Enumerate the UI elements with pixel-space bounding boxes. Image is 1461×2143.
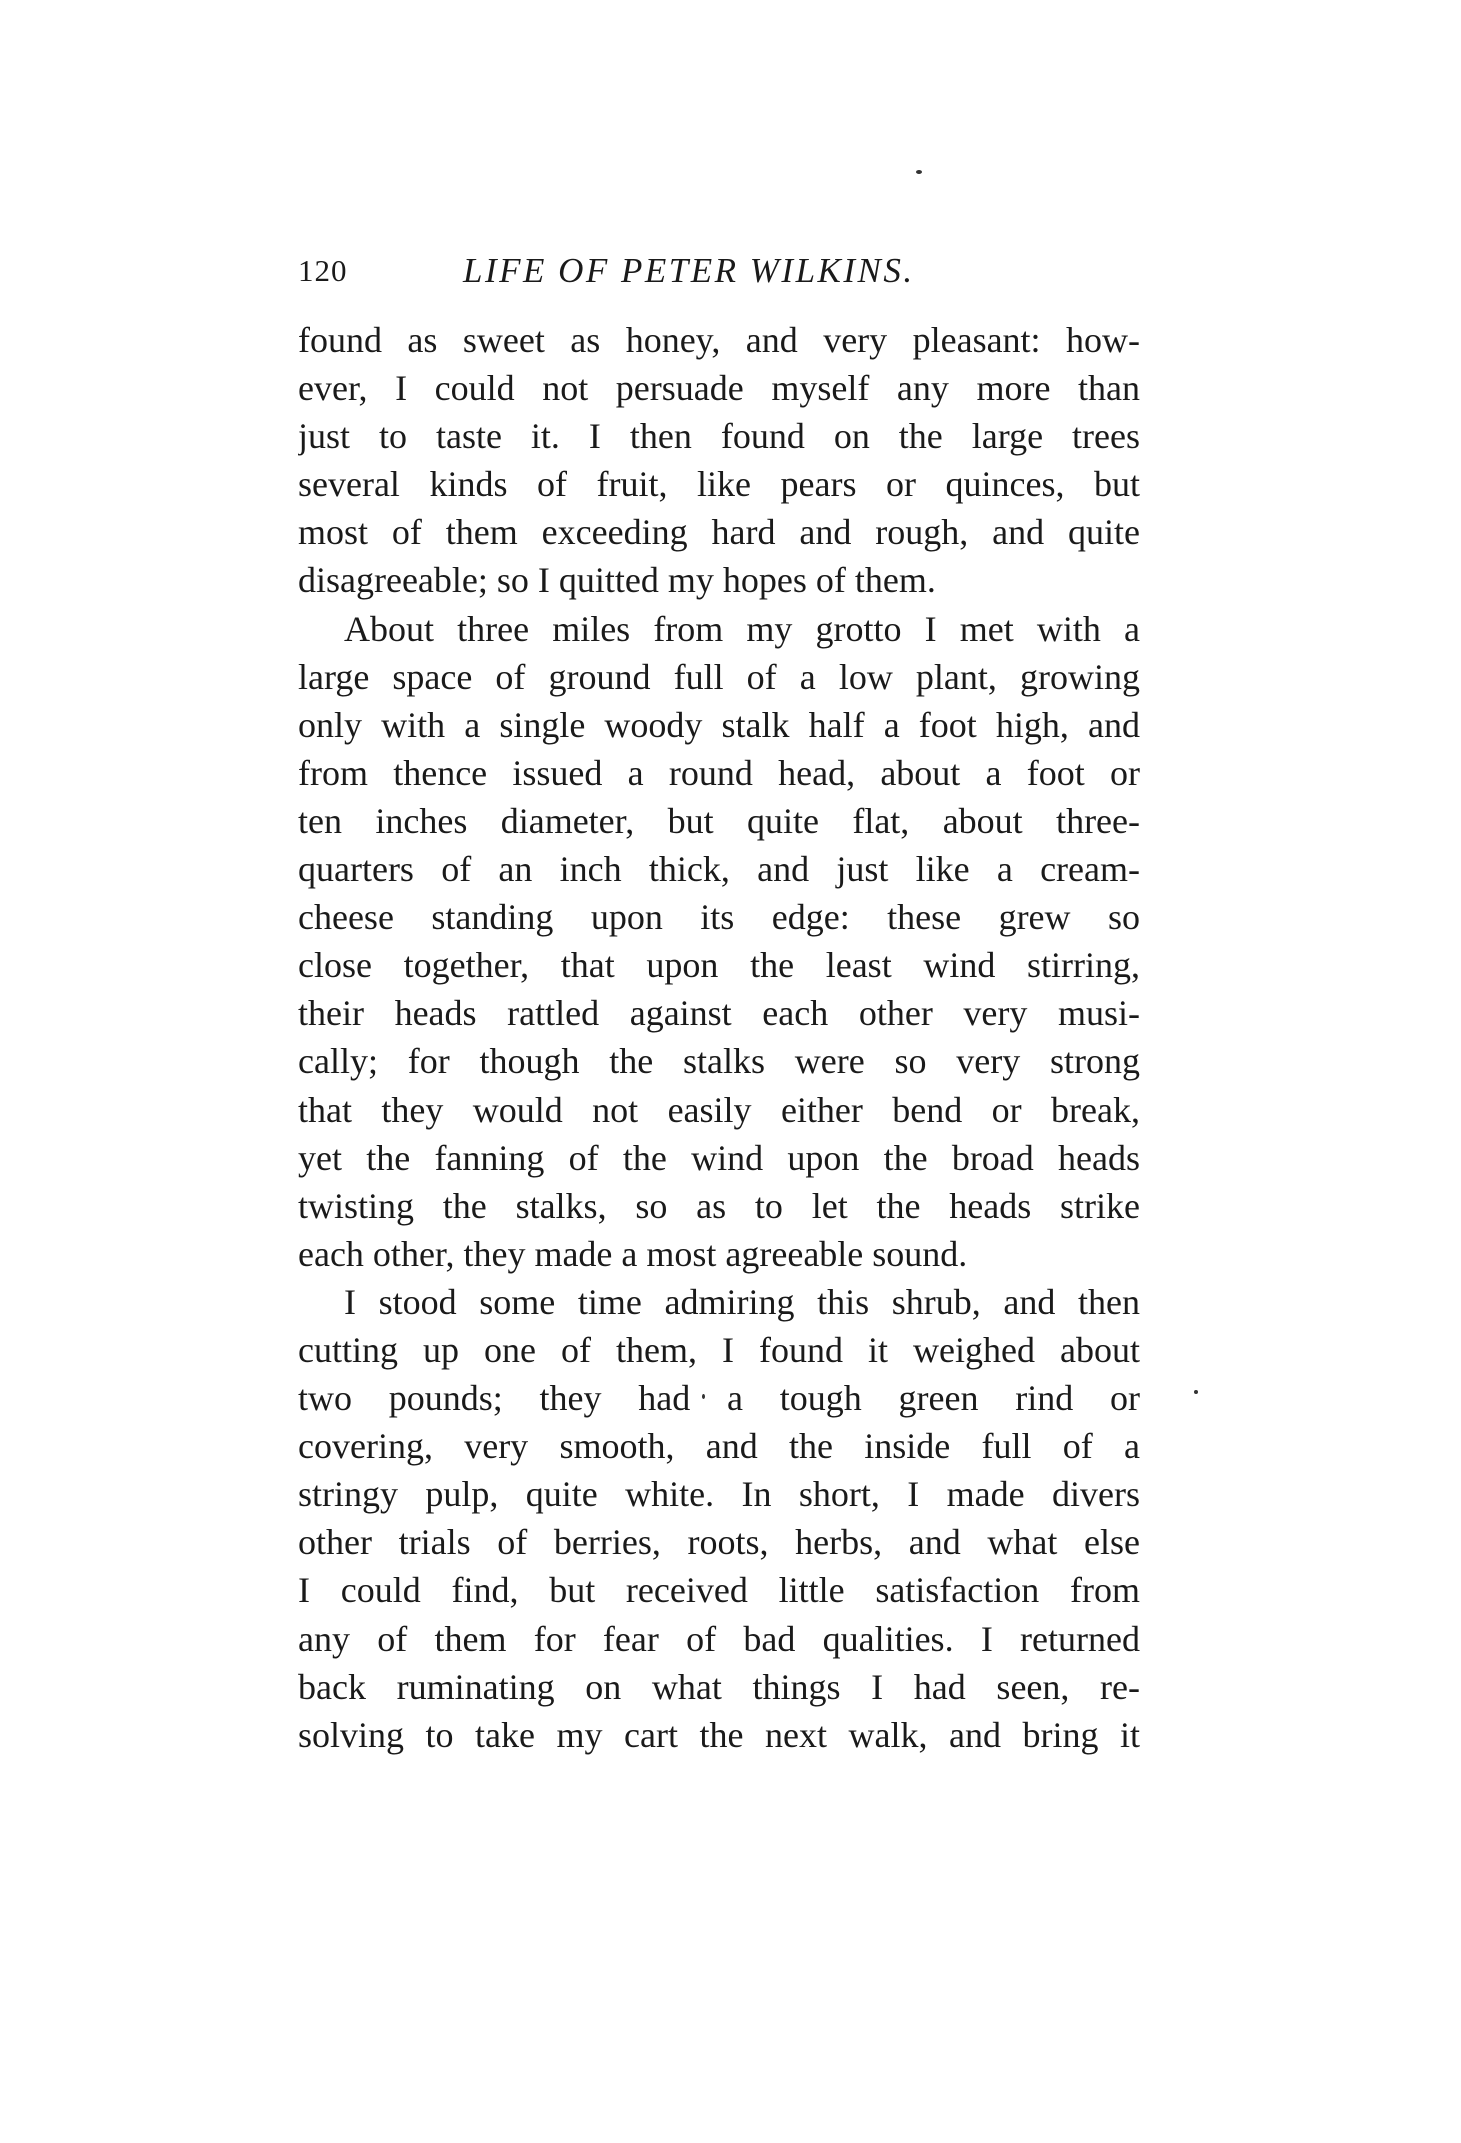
text-line: solving to take my cart the next walk, and bring it	[298, 1714, 1140, 1755]
text-line: cheese standing upon its edge: these grew so	[298, 897, 1140, 938]
text-line: that they would not easily either bend or break,	[298, 1089, 1140, 1130]
text-line: two pounds; they had a tough green rind or	[298, 1378, 1140, 1419]
text-line: I stood some time admiring this shrub, and then	[344, 1281, 1140, 1322]
text-line: their heads rattled against each other very musi-	[298, 993, 1140, 1034]
text-line: just to taste it. I then found on the large trees	[298, 416, 1140, 457]
text-line: from thence issued a round head, about a foot or	[298, 752, 1140, 793]
text-line: covering, very smooth, and the inside full of a	[298, 1426, 1140, 1467]
text-line: cally; for though the stalks were so very strong	[298, 1041, 1140, 1082]
page-header	[298, 253, 1138, 303]
text-line: twisting the stalks, so as to let the heads strike	[298, 1185, 1140, 1226]
text-line: ten inches diameter, but quite flat, about three-	[298, 800, 1140, 841]
text-line: most of them exceeding hard and rough, and quite	[298, 512, 1140, 553]
text-line: other trials of berries, roots, herbs, and what else	[298, 1522, 1140, 1563]
running-title: LIFE OF PETER WILKINS.	[463, 251, 915, 290]
text-line: ever, I could not persuade myself any more than	[298, 368, 1140, 409]
text-line: only with a single woody stalk half a foot high, and	[298, 704, 1140, 745]
text-line: large space of ground full of a low plant, growing	[298, 656, 1140, 697]
ink-speck	[916, 170, 922, 174]
body-text	[298, 316, 1140, 1759]
text-line: any of them for fear of bad qualities. I returned	[298, 1618, 1140, 1659]
page-number: 120	[298, 253, 348, 288]
text-line: back ruminating on what things I had seen, re-	[298, 1666, 1140, 1707]
text-line: About three miles from my grotto I met with a	[344, 608, 1140, 649]
text-line: found as sweet as honey, and very pleasant: how-	[298, 320, 1140, 360]
text-line: I could find, but received little satisfaction from	[298, 1570, 1140, 1611]
text-line: stringy pulp, quite white. In short, I made divers	[298, 1474, 1140, 1515]
text-line: disagreeable; so I quitted my hopes of them.	[298, 560, 936, 601]
text-line: yet the fanning of the wind upon the broad heads	[298, 1137, 1140, 1178]
text-line: close together, that upon the least wind stirring,	[298, 945, 1140, 986]
text-line: several kinds of fruit, like pears or quinces, but	[298, 464, 1140, 505]
text-line: cutting up one of them, I found it weighed about	[298, 1329, 1140, 1370]
text-line: quarters of an inch thick, and just like a cream-	[298, 849, 1140, 890]
ink-speck	[1194, 1390, 1198, 1394]
text-line: each other, they made a most agreeable sound.	[298, 1233, 968, 1274]
